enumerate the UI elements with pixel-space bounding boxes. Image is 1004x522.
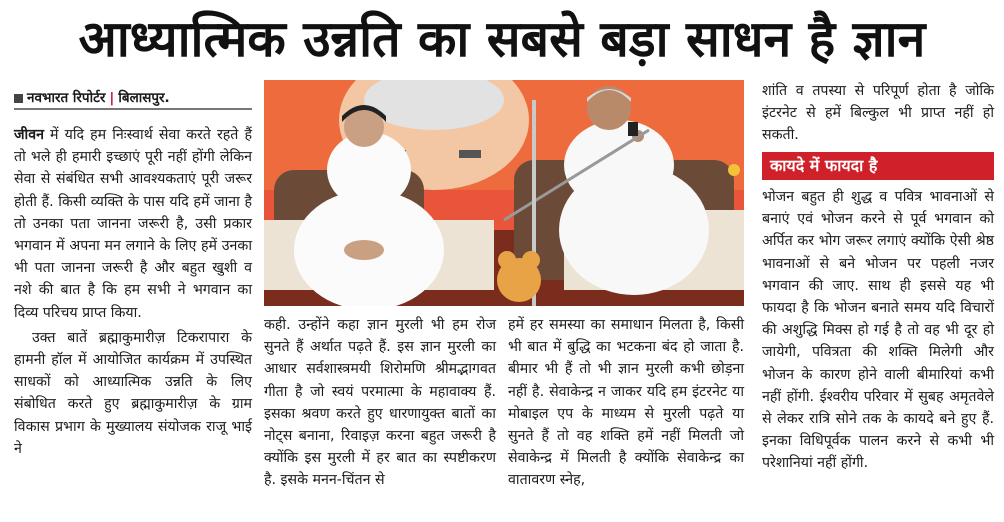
- event-photo: [264, 80, 744, 306]
- byline: [14, 88, 170, 106]
- headline: आध्यात्मिक उन्नति का सबसे बड़ा साधन है ज्ञान: [78, 10, 926, 68]
- lead-word: जीवन: [14, 127, 44, 143]
- paragraph-1-text: में यदि हम निःस्वार्थ सेवा करते रहते हैं तो भले ही हमारी इच्छाएं पूरी नहीं होंगी लेकिन सेवा से संबंधित सभी आवश्यकताएं पूरी जरूर होती हैं. किसी व्यक्ति के पास यदि हमें जाना है तो उनका पता जानना जरूरी है, उसी प्रकार भगवान में अपना मन लगाने के लिए हमें उनका भी पता जानना जरूरी है और बहुत खुशी व नशे की बात है कि हम सभी ने भगवान का दिव्य परिचय प्राप्त किया.: [14, 127, 252, 321]
- column-4-bottom-text: भोजन बहुत ही शुद्ध व पवित्र भावनाओं से बनाएं एवं भोजन करने से पूर्व भगवान को अर्पित कर भोग जरूर लगाएं क्योंकि ऐसी श्रेष्ठ भावनाओं से बने भोजन पर पहली नजर भगवान की जाए. साथ ही इससे यह भी फायदा है कि भोजन बनाते समय यदि विचारों की अशुद्धि मिक्स हो गई है तो वह भी दूर हो जायेगी, पवित्रता की शक्ति मिलेगी और भोजन के कारण होने वाली बीमारियां कभी नहीं होंगी. ईश्वरीय परिवार में सुबह अमृतवेले से लेकर रात्रि सोने तक के कायदे बने हुए हैं. इनका विधिपूर्वक पालन करने से कभी भी परेशानियां नहीं होंगी.: [762, 189, 994, 472]
- byline-reporter: नवभारत रिपोर्टर: [27, 90, 106, 106]
- column-2-text: कही. उन्होंने कहा ज्ञान मुरली भी हम रोज सुनते हैं अर्थात पढ़ते हैं. इस ज्ञान मुरली का आधार सर्वशास्त्रमयी शिरोमणि श्रीमद्भागवत गीता है जो स्वयं परमात्मा के महावाक्य हैं. इसका श्रवण करते हुए धारणायुक्त बातों का नोट्स बनाना, रिवाइज़ करना बहुत जरूरी है क्योंकि इस मुरली में हर बात का स्पष्टीकरण है. इसके मनन-चिंतन से: [264, 317, 496, 489]
- article-column-4-bottom: [762, 186, 994, 475]
- paragraph-2: उक्त बातें ब्रह्माकुमारीज़ टिकरापारा के हामनी हॉल में आयोजित कार्यक्रम में उपस्थित साधकों को आध्यात्मिक उन्नति के लिए संबोधित करते हुए ब्रह्माकुमारीज़ के ग्राम विकास प्रभाग के मुख्यालय संयोजक राजू भाई ने: [14, 329, 252, 457]
- byline-city: बिलासपुर.: [118, 90, 170, 106]
- bullet-square-icon: [14, 94, 23, 103]
- column-4-top-text: शांति व तपस्या से परिपूर्ण होता है जोकि इंटरनेट से हमें बिल्कुल भी प्राप्त नहीं हो सकती.: [762, 83, 994, 144]
- column-3-text: हमें हर समस्या का समाधान मिलता है, किसी भी बात में बुद्धि का भटकना बंद हो जाता है. बीमार भी हैं तो भी ज्ञान मुरली कभी छोड़ना नहीं है. सेवाकेन्द्र न जाकर यदि हम इंटरनेट या मोबाइल एप के माध्यम से मुरली पढ़ते या सुनते हैं तो वह शक्ति हमें नहीं मिलती जो सेवाकेन्द्र में मिलती है क्योंकि सेवाकेन्द्र का वातावरण स्नेह,: [508, 317, 744, 489]
- article-column-2: [264, 314, 496, 492]
- paragraph-1: [14, 124, 252, 324]
- article-column-1: [14, 124, 252, 460]
- subheading: कायदे में फायदा है: [762, 152, 994, 180]
- article-column-3: [508, 314, 744, 492]
- byline-separator: |: [109, 90, 115, 106]
- article-column-4-top: [762, 80, 994, 147]
- byline-rule: [14, 108, 252, 110]
